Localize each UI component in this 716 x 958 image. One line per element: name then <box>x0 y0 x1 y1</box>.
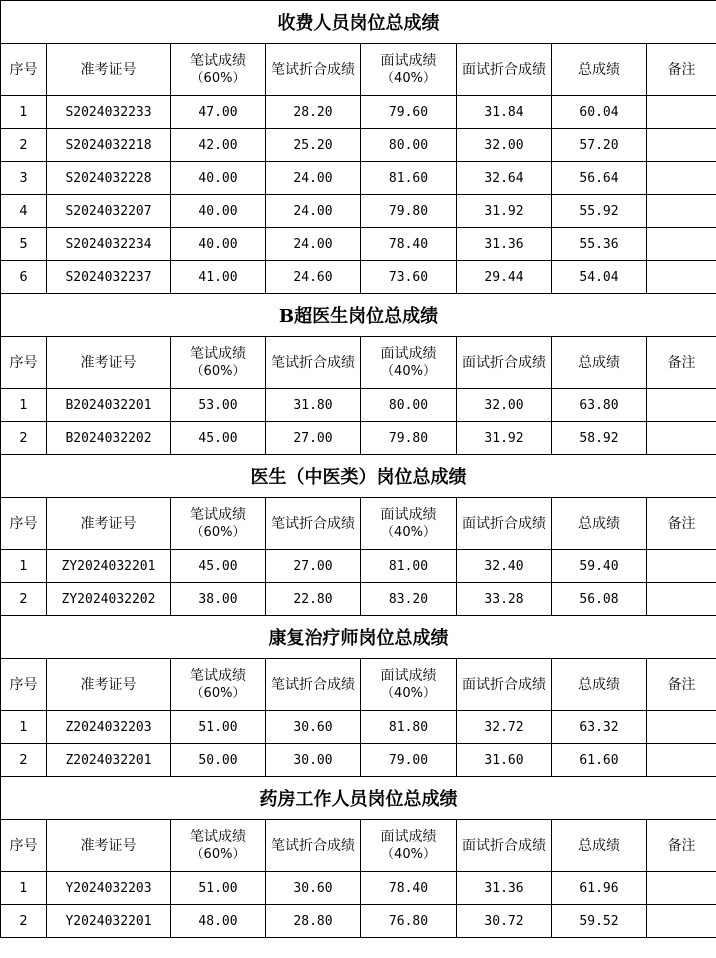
cell-interview-conv: 30.72 <box>457 905 552 938</box>
section-title-row <box>1 616 716 659</box>
header-interview-converted-label: 面试折合成绩 <box>462 515 546 532</box>
header-exam-id-label: 准考证号 <box>80 837 137 854</box>
cell-written: 45.00 <box>171 550 266 583</box>
table-row <box>1 389 716 422</box>
header-total <box>552 659 647 711</box>
cell-written: 42.00 <box>171 129 266 162</box>
cell-total: 60.04 <box>552 96 647 129</box>
cell-written-conv: 30.00 <box>266 744 361 777</box>
header-written <box>171 498 266 550</box>
header-total-label: 总成绩 <box>578 676 620 693</box>
cell-interview: 79.60 <box>361 96 457 129</box>
cell-interview: 79.00 <box>361 744 457 777</box>
header-seq <box>1 820 47 872</box>
header-seq-label: 序号 <box>9 515 38 532</box>
table-row <box>1 744 716 777</box>
header-note <box>647 820 716 872</box>
cell-note <box>647 228 716 261</box>
cell-note <box>647 162 716 195</box>
header-seq-label: 序号 <box>9 354 38 371</box>
header-note <box>647 498 716 550</box>
section-title: 康复治疗师岗位总成绩 <box>1 616 716 659</box>
cell-seq: 2 <box>1 129 47 162</box>
cell-interview-conv: 31.92 <box>457 195 552 228</box>
cell-written: 40.00 <box>171 162 266 195</box>
cell-interview: 80.00 <box>361 389 457 422</box>
cell-seq: 2 <box>1 744 47 777</box>
cell-total: 56.64 <box>552 162 647 195</box>
cell-interview-conv: 31.36 <box>457 872 552 905</box>
header-exam-id-label: 准考证号 <box>80 61 137 78</box>
cell-written-conv: 28.80 <box>266 905 361 938</box>
table-row <box>1 905 716 938</box>
cell-total: 55.36 <box>552 228 647 261</box>
header-written-converted <box>266 337 361 389</box>
header-seq <box>1 498 47 550</box>
header-total <box>552 337 647 389</box>
cell-note <box>647 905 716 938</box>
header-interview <box>361 820 457 872</box>
table-row <box>1 162 716 195</box>
cell-interview-conv: 31.92 <box>457 422 552 455</box>
cell-exam-id: Z2024032201 <box>47 744 171 777</box>
header-note <box>647 659 716 711</box>
header-exam-id-label: 准考证号 <box>80 676 137 693</box>
cell-interview-conv: 32.00 <box>457 129 552 162</box>
cell-written: 50.00 <box>171 744 266 777</box>
header-note-label: 备注 <box>667 354 696 371</box>
cell-exam-id: S2024032218 <box>47 129 171 162</box>
cell-written: 51.00 <box>171 872 266 905</box>
column-header-row <box>1 820 716 872</box>
header-written-converted <box>266 44 361 96</box>
section-title: 药房工作人员岗位总成绩 <box>1 777 716 820</box>
header-written-weight: （60%） <box>190 70 246 86</box>
cell-total: 63.32 <box>552 711 647 744</box>
cell-interview: 78.40 <box>361 228 457 261</box>
table-row <box>1 872 716 905</box>
section-title: 医生（中医类）岗位总成绩 <box>1 455 716 498</box>
cell-written-conv: 24.00 <box>266 162 361 195</box>
cell-note <box>647 129 716 162</box>
header-seq-label: 序号 <box>9 676 38 693</box>
cell-interview: 78.40 <box>361 872 457 905</box>
cell-exam-id: Z2024032203 <box>47 711 171 744</box>
cell-total: 59.52 <box>552 905 647 938</box>
header-exam-id-label: 准考证号 <box>80 515 137 532</box>
header-interview-label: 面试成绩 <box>380 506 437 523</box>
header-exam-id-label: 准考证号 <box>80 354 137 371</box>
cell-note <box>647 583 716 616</box>
header-interview-converted <box>457 659 552 711</box>
column-header-row <box>1 498 716 550</box>
header-seq <box>1 337 47 389</box>
header-seq-label: 序号 <box>9 61 38 78</box>
header-written-converted-label: 笔试折合成绩 <box>271 837 355 854</box>
header-total-label: 总成绩 <box>578 61 620 78</box>
cell-note <box>647 96 716 129</box>
header-written-weight: （60%） <box>190 524 246 540</box>
cell-seq: 2 <box>1 422 47 455</box>
cell-seq: 3 <box>1 162 47 195</box>
cell-exam-id: S2024032207 <box>47 195 171 228</box>
cell-total: 58.92 <box>552 422 647 455</box>
cell-written-conv: 24.60 <box>266 261 361 294</box>
cell-seq: 5 <box>1 228 47 261</box>
header-written <box>171 44 266 96</box>
header-total-label: 总成绩 <box>578 515 620 532</box>
header-written-converted-label: 笔试折合成绩 <box>271 354 355 371</box>
cell-interview: 81.00 <box>361 550 457 583</box>
cell-interview: 76.80 <box>361 905 457 938</box>
section-title: 收费人员岗位总成绩 <box>1 1 716 44</box>
cell-total: 61.96 <box>552 872 647 905</box>
cell-note <box>647 261 716 294</box>
header-written-label: 笔试成绩 <box>190 506 246 523</box>
header-note-label: 备注 <box>667 837 696 854</box>
header-interview-converted <box>457 44 552 96</box>
header-exam-id <box>47 337 171 389</box>
cell-written: 40.00 <box>171 228 266 261</box>
cell-note <box>647 711 716 744</box>
cell-seq: 2 <box>1 583 47 616</box>
cell-total: 59.40 <box>552 550 647 583</box>
cell-written: 53.00 <box>171 389 266 422</box>
header-written-converted <box>266 659 361 711</box>
section-title-row <box>1 294 716 337</box>
cell-exam-id: B2024032201 <box>47 389 171 422</box>
header-interview-weight: （40%） <box>381 685 436 701</box>
header-interview-converted <box>457 337 552 389</box>
header-exam-id <box>47 659 171 711</box>
cell-written-conv: 28.20 <box>266 96 361 129</box>
section-title-row <box>1 455 716 498</box>
cell-written-conv: 24.00 <box>266 228 361 261</box>
cell-written: 51.00 <box>171 711 266 744</box>
header-written <box>171 820 266 872</box>
header-seq <box>1 44 47 96</box>
column-header-row <box>1 337 716 389</box>
header-written-converted-label: 笔试折合成绩 <box>271 61 355 78</box>
header-written-converted <box>266 498 361 550</box>
cell-interview-conv: 32.40 <box>457 550 552 583</box>
cell-exam-id: S2024032228 <box>47 162 171 195</box>
cell-seq: 1 <box>1 389 47 422</box>
header-total <box>552 820 647 872</box>
header-note-label: 备注 <box>667 61 696 78</box>
header-interview-converted-label: 面试折合成绩 <box>462 354 546 371</box>
header-exam-id <box>47 498 171 550</box>
cell-exam-id: S2024032233 <box>47 96 171 129</box>
cell-written: 47.00 <box>171 96 266 129</box>
cell-written: 45.00 <box>171 422 266 455</box>
header-total <box>552 498 647 550</box>
cell-interview-conv: 32.72 <box>457 711 552 744</box>
column-header-row <box>1 659 716 711</box>
cell-interview: 80.00 <box>361 129 457 162</box>
cell-interview-conv: 31.36 <box>457 228 552 261</box>
section-title: B超医生岗位总成绩 <box>1 294 716 337</box>
cell-written: 41.00 <box>171 261 266 294</box>
header-written-label: 笔试成绩 <box>190 667 246 684</box>
cell-exam-id: Y2024032201 <box>47 905 171 938</box>
header-written <box>171 337 266 389</box>
header-interview-label: 面试成绩 <box>380 828 437 845</box>
table-row <box>1 583 716 616</box>
header-seq <box>1 659 47 711</box>
table-row <box>1 195 716 228</box>
cell-seq: 1 <box>1 96 47 129</box>
table-row <box>1 711 716 744</box>
header-total-label: 总成绩 <box>578 354 620 371</box>
cell-exam-id: ZY2024032201 <box>47 550 171 583</box>
cell-written-conv: 24.00 <box>266 195 361 228</box>
cell-total: 56.08 <box>552 583 647 616</box>
table-row <box>1 96 716 129</box>
cell-seq: 2 <box>1 905 47 938</box>
header-interview-converted-label: 面试折合成绩 <box>462 61 546 78</box>
cell-written-conv: 27.00 <box>266 550 361 583</box>
header-interview-label: 面试成绩 <box>380 345 437 362</box>
cell-note <box>647 872 716 905</box>
cell-seq: 6 <box>1 261 47 294</box>
cell-written-conv: 30.60 <box>266 872 361 905</box>
header-written-label: 笔试成绩 <box>190 345 246 362</box>
header-written-weight: （60%） <box>190 685 246 701</box>
cell-total: 61.60 <box>552 744 647 777</box>
header-interview <box>361 44 457 96</box>
cell-seq: 1 <box>1 872 47 905</box>
cell-interview-conv: 29.44 <box>457 261 552 294</box>
cell-written: 38.00 <box>171 583 266 616</box>
cell-exam-id: ZY2024032202 <box>47 583 171 616</box>
cell-interview-conv: 32.00 <box>457 389 552 422</box>
cell-interview-conv: 32.64 <box>457 162 552 195</box>
cell-written: 48.00 <box>171 905 266 938</box>
cell-exam-id: S2024032237 <box>47 261 171 294</box>
table-row <box>1 129 716 162</box>
cell-written-conv: 31.80 <box>266 389 361 422</box>
cell-exam-id: B2024032202 <box>47 422 171 455</box>
header-interview-converted <box>457 820 552 872</box>
header-interview-weight: （40%） <box>381 363 436 379</box>
column-header-row <box>1 44 716 96</box>
cell-exam-id: S2024032234 <box>47 228 171 261</box>
cell-note <box>647 550 716 583</box>
table-row <box>1 261 716 294</box>
cell-interview-conv: 31.84 <box>457 96 552 129</box>
cell-interview: 81.60 <box>361 162 457 195</box>
header-written-label: 笔试成绩 <box>190 828 246 845</box>
cell-interview: 81.80 <box>361 711 457 744</box>
header-total <box>552 44 647 96</box>
header-note <box>647 44 716 96</box>
header-written-weight: （60%） <box>190 363 246 379</box>
score-table-body <box>1 1 716 938</box>
cell-written-conv: 22.80 <box>266 583 361 616</box>
header-interview <box>361 659 457 711</box>
cell-interview-conv: 33.28 <box>457 583 552 616</box>
cell-note <box>647 422 716 455</box>
header-interview-converted-label: 面试折合成绩 <box>462 837 546 854</box>
cell-seq: 4 <box>1 195 47 228</box>
header-written-converted-label: 笔试折合成绩 <box>271 515 355 532</box>
table-row <box>1 228 716 261</box>
cell-seq: 1 <box>1 550 47 583</box>
header-interview <box>361 337 457 389</box>
header-note-label: 备注 <box>667 515 696 532</box>
header-interview-label: 面试成绩 <box>380 667 437 684</box>
header-interview-label: 面试成绩 <box>380 52 437 69</box>
cell-exam-id: Y2024032203 <box>47 872 171 905</box>
header-written-converted <box>266 820 361 872</box>
header-interview-weight: （40%） <box>381 524 436 540</box>
cell-interview-conv: 31.60 <box>457 744 552 777</box>
cell-interview: 73.60 <box>361 261 457 294</box>
header-interview-converted <box>457 498 552 550</box>
table-row <box>1 550 716 583</box>
section-title-row <box>1 777 716 820</box>
cell-written-conv: 30.60 <box>266 711 361 744</box>
cell-interview: 79.80 <box>361 422 457 455</box>
header-note-label: 备注 <box>667 676 696 693</box>
cell-note <box>647 389 716 422</box>
header-exam-id <box>47 44 171 96</box>
cell-interview: 83.20 <box>361 583 457 616</box>
cell-interview: 79.80 <box>361 195 457 228</box>
header-exam-id <box>47 820 171 872</box>
header-total-label: 总成绩 <box>578 837 620 854</box>
cell-note <box>647 744 716 777</box>
cell-written: 40.00 <box>171 195 266 228</box>
header-written-label: 笔试成绩 <box>190 52 246 69</box>
cell-total: 55.92 <box>552 195 647 228</box>
header-written <box>171 659 266 711</box>
header-interview-converted-label: 面试折合成绩 <box>462 676 546 693</box>
header-written-converted-label: 笔试折合成绩 <box>271 676 355 693</box>
cell-total: 54.04 <box>552 261 647 294</box>
header-interview <box>361 498 457 550</box>
table-row <box>1 422 716 455</box>
cell-note <box>647 195 716 228</box>
header-note <box>647 337 716 389</box>
cell-total: 63.80 <box>552 389 647 422</box>
cell-total: 57.20 <box>552 129 647 162</box>
cell-written-conv: 25.20 <box>266 129 361 162</box>
header-written-weight: （60%） <box>190 846 246 862</box>
header-interview-weight: （40%） <box>381 846 436 862</box>
header-seq-label: 序号 <box>9 837 38 854</box>
section-title-row <box>1 1 716 44</box>
cell-written-conv: 27.00 <box>266 422 361 455</box>
header-interview-weight: （40%） <box>381 70 436 86</box>
cell-seq: 1 <box>1 711 47 744</box>
